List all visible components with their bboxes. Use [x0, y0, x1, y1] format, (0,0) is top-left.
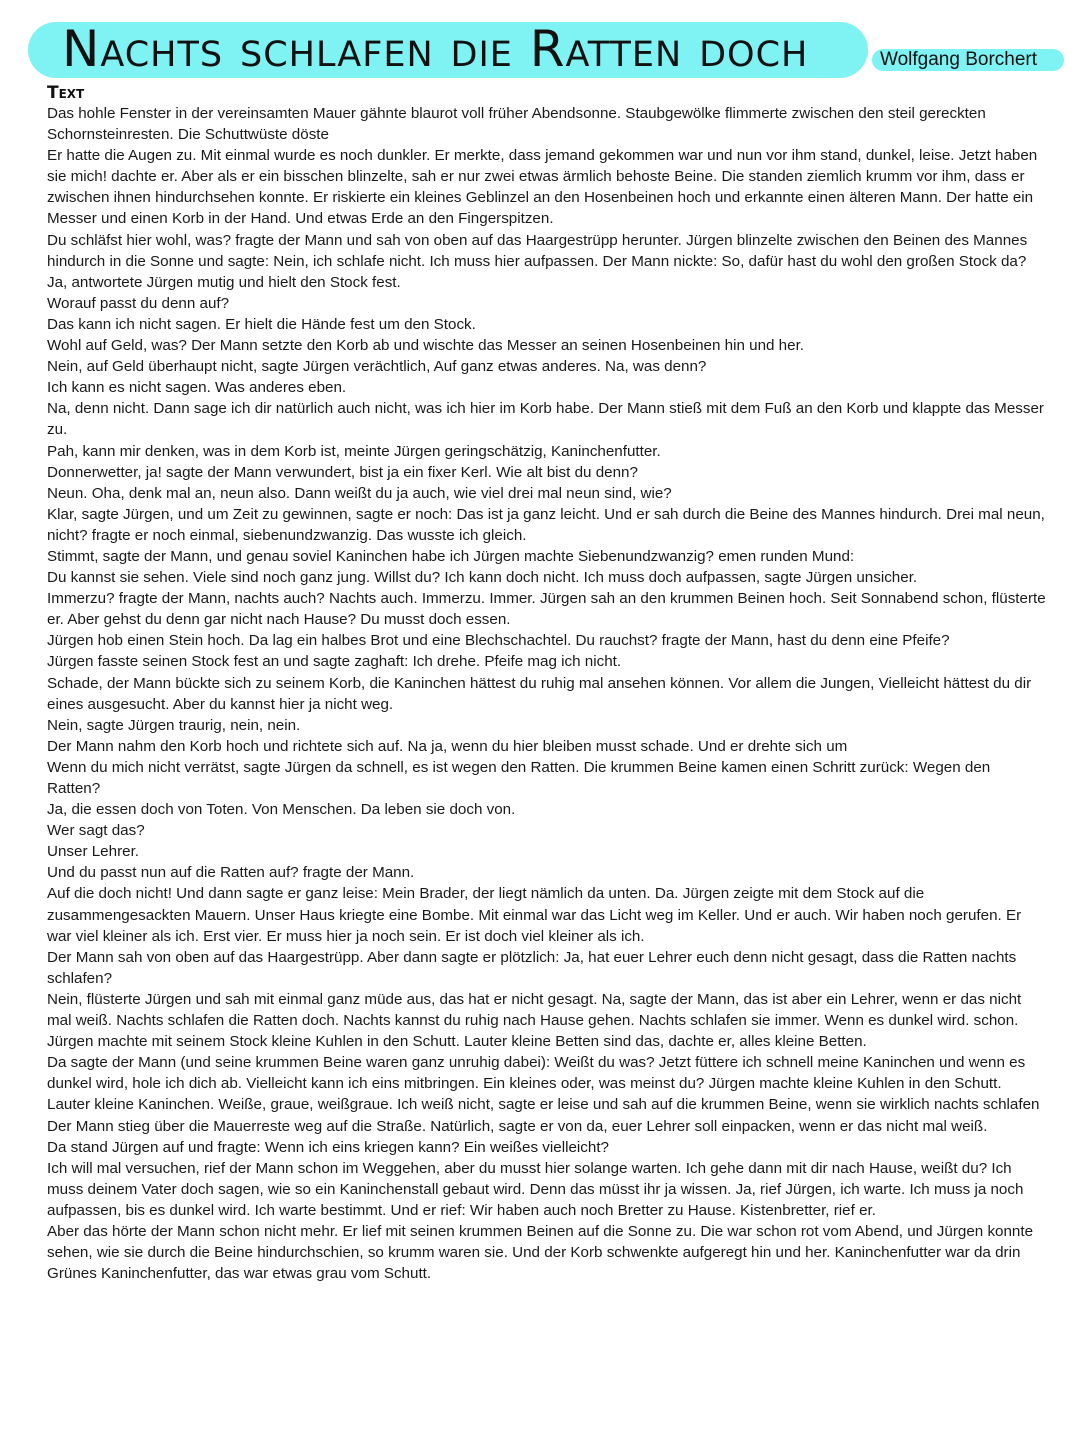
paragraph: Neun. Oha, denk mal an, neun also. Dann weißt du ja auch, wie viel drei mal neun sind, wie?: [47, 484, 672, 502]
paragraph: Jürgen hob einen Stein hoch. Da lag ein halbes Brot und eine Blechschachtel. Du rauchst? fragte der Mann, hast du denn eine Pfeife?: [47, 632, 950, 650]
paragraph: Ja, antwortete Jürgen mutig und hielt den Stock fest.: [47, 273, 401, 291]
paragraph: Nein, sagte Jürgen traurig, nein, nein.: [47, 716, 301, 734]
paragraph: Der Mann stieg über die Mauerreste weg auf die Straße. Natürlich, sagte er von da, euer Lehrer soll einpacken, wenn er das nicht mal weiß.: [47, 1117, 988, 1135]
paragraph: Worauf passt du denn auf?: [47, 294, 230, 312]
paragraph: Nein, flüsterte Jürgen und sah mit einmal ganz müde aus, das hat er nicht gesagt. Na, sagte der Mann, das ist aber ein Lehrer, wenn er das nicht mal weiß. Nachts schlafen die Ratten doch. Nachts kannst du ruhig nach Hause gehen. Nachts schlafen sie immer. Wenn es dunkel wird. schon.: [47, 990, 1022, 1030]
paragraph: Da sagte der Mann (und seine krummen Beine waren ganz unruhig dabei): Weißt du was? Jetzt füttere ich schnell meine Kaninchen und wenn es dunkel wird, hole ich dich ab. Vielleicht kann ich eins mitbringen. Ein kleines oder, was meinst du? Jürgen machte kleine Kuhlen in den Schutt. Lauter kleine Kaninchen. Weiße, graue, weißgraue. Ich weiß nicht, sagte er leise und sah auf die krummen Beine, wenn sie wirklich nachts schlafen: [47, 1054, 1040, 1114]
story-text: [47, 103, 1047, 1284]
paragraph: Klar, sagte Jürgen, und um Zeit zu gewinnen, sagte er noch: Das ist ja ganz leicht. Und er sah durch die Beine des Mannes hindurch. Drei mal neun, nicht? fragte er noch einmal, siebenundzwanzig. Das wusste ich gleich.: [47, 505, 1045, 544]
paragraph: Jürgen fasste seinen Stock fest an und sagte zaghaft: Ich drehe. Pfeife mag ich nicht.: [47, 653, 622, 671]
paragraph: Du schläfst hier wohl, was? fragte der Mann und sah von oben auf das Haargestrüpp herunter. Jürgen blinzelte zwischen den Beinen des Mannes hindurch in die Sonne und sagte: Nein, ich schlafe nicht. Ich muss hier aufpassen. Der Mann nickte: So, dafür hast du wohl den großen Stock da?: [47, 231, 1028, 270]
paragraph: Der Mann nahm den Korb hoch und richtete sich auf. Na ja, wenn du hier bleiben musst schade. Und er drehte sich um: [47, 737, 848, 755]
page-title: Nachts schlafen die Ratten doch: [62, 20, 809, 78]
paragraph: Der Mann sah von oben auf das Haargestrüpp. Aber dann sagte er plötzlich: Ja, hat euer Lehrer euch denn nicht gesagt, dass die Ratten nachts schlafen?: [47, 948, 1017, 987]
paragraph: Ja, die essen doch von Toten. Von Menschen. Da leben sie doch von.: [47, 801, 516, 819]
paragraph: Pah, kann mir denken, was in dem Korb ist, meinte Jürgen geringschätzig, Kaninchenfutter.: [47, 442, 661, 460]
paragraph: Und du passt nun auf die Ratten auf? fragte der Mann.: [47, 864, 415, 882]
paragraph: Jürgen machte mit seinem Stock kleine Kuhlen in den Schutt. Lauter kleine Betten sind das, dachte er, alles kleine Betten.: [47, 1033, 867, 1051]
author-name: Wolfgang Borchert: [880, 49, 1038, 70]
paragraph: Immerzu? fragte der Mann, nachts auch? Nachts auch. Immerzu. Immer. Jürgen sah an den krummen Beinen hoch. Seit Sonnabend schon, flüsterte er. Aber gehst du denn gar nicht nach Hause? Du musst doch essen.: [47, 590, 1046, 629]
paragraph: Ich will mal versuchen, rief der Mann schon im Weggehen, aber du musst hier solange warten. Ich gehe dann mit dir nach Hause, weißt du? Ich muss deinem Vater doch sagen, wie so ein Kaninchenstall gebaut wird. Denn das müsst ihr ja wissen. Ja, rief Jürgen, ich warte. Ich muss ja noch aufpassen, bis es dunkel wird. Ich warte bestimmt. Und er rief: Wir haben auch noch Bretter zu Hause. Kistenbretter, rief er.: [47, 1159, 1024, 1219]
paragraph: Na, denn nicht. Dann sage ich dir natürlich auch nicht, was ich hier im Korb habe. Der Mann stieß mit dem Fuß an den Korb und klappte das Messer zu.: [47, 400, 1044, 439]
paragraph: Wenn du mich nicht verrätst, sagte Jürgen da schnell, es ist wegen den Ratten. Die krummen Beine kamen einen Schritt zurück: Wegen den Ratten?: [47, 758, 991, 797]
paragraph: Nein, auf Geld überhaupt nicht, sagte Jürgen verächtlich, Auf ganz etwas anderes. Na, was denn?: [47, 358, 707, 376]
section-label: Text: [47, 83, 85, 103]
paragraph: Stimmt, sagte der Mann, und genau soviel Kaninchen habe ich Jürgen machte Siebenundzwanzig? emen runden Mund:: [47, 547, 855, 565]
paragraph: Das kann ich nicht sagen. Er hielt die Hände fest um den Stock.: [47, 315, 476, 333]
paragraph: Unser Lehrer.: [47, 843, 140, 861]
paragraph: Ich kann es nicht sagen. Was anderes eben.: [47, 379, 347, 397]
paragraph: Aber das hörte der Mann schon nicht mehr. Er lief mit seinen krummen Beinen auf die Sonne zu. Die war schon rot vom Abend, und Jürgen konnte sehen, wie sie durch die Beine hindurchschien, so krumm waren sie. Und der Korb schwenkte aufgeregt hin und her. Kaninchenfutter war da drin Grünes Kaninchenfutter, das war etwas grau vom Schutt.: [47, 1222, 1034, 1283]
paragraph: Auf die doch nicht! Und dann sagte er ganz leise: Mein Brader, der liegt nämlich da unten. Da. Jürgen zeigte mit dem Stock auf die zusammengesackten Mauern. Unser Haus kriegte eine Bombe. Mit einmal war das Licht weg im Keller. Und er auch. Wir haben noch gerufen. Er war viel kleiner als ich. Erst vier. Er muss hier ja noch sein. Er ist doch viel kleiner als ich.: [47, 885, 1022, 945]
paragraph: Wer sagt das?: [47, 822, 145, 840]
paragraph: Das hohle Fenster in der vereinsamten Mauer gähnte blaurot voll früher Abendsonne. Staubgewölke flimmerte zwischen den steil gereckten Schornsteinresten. Die Schuttwüste döste: [47, 105, 986, 144]
paragraph: Da stand Jürgen auf und fragte: Wenn ich eins kriegen kann? Ein weißes vielleicht?: [47, 1138, 609, 1156]
paragraph: Du kannst sie sehen. Viele sind noch ganz jung. Willst du? Ich kann doch nicht. Ich muss doch aufpassen, sagte Jürgen unsicher.: [47, 569, 918, 587]
paragraph: Donnerwetter, ja! sagte der Mann verwundert, bist ja ein fixer Kerl. Wie alt bist du denn?: [47, 463, 638, 481]
paragraph: Wohl auf Geld, was? Der Mann setzte den Korb ab und wischte das Messer an seinen Hosenbeinen hin und her.: [47, 337, 805, 355]
paragraph: Er hatte die Augen zu. Mit einmal wurde es noch dunkler. Er merkte, dass jemand gekommen war und nun vor ihm stand, dunkel, leise. Jetzt haben sie mich! dachte er. Aber als er ein bisschen blinzelte, sah er nur zwei etwas ärmlich behoste Beine. Die standen ziemlich krumm vor ihm, dass er zwischen ihnen hindurchsehen konnte. Er riskierte ein kleines Geblinzel an den Hosenbeinen hoch und erkannte einen älteren Mann. Der hatte ein Messer und einen Korb in der Hand. Und etwas Erde an den Fingerspitzen.: [47, 147, 1038, 228]
paragraph: Schade, der Mann bückte sich zu seinem Korb, die Kaninchen hättest du ruhig mal ansehen können. Vor allem die Jungen, Vielleicht hättest du dir eines ausgesucht. Aber du kannst hier ja nicht weg.: [47, 674, 1032, 713]
